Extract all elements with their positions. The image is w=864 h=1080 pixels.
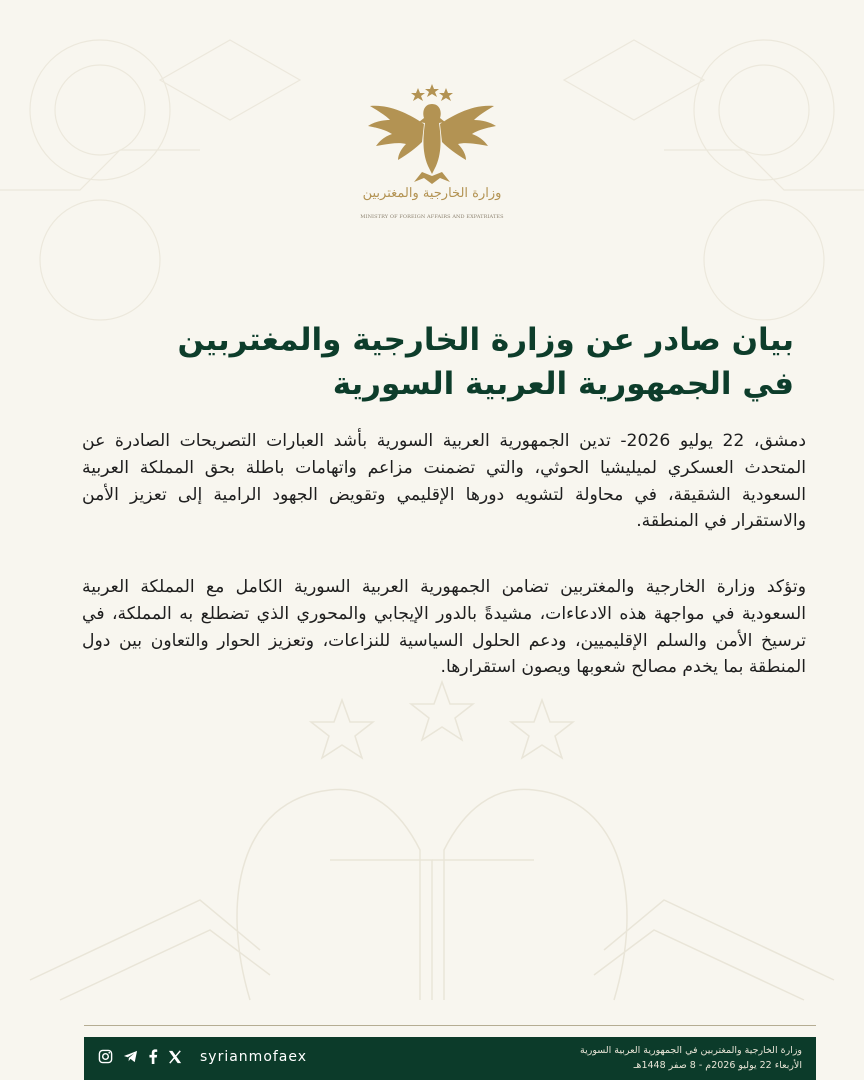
footer-divider bbox=[84, 1025, 816, 1026]
x-icon[interactable] bbox=[168, 1050, 182, 1064]
facebook-icon[interactable] bbox=[148, 1049, 158, 1064]
title-line-2: في الجمهورية العربية السورية bbox=[332, 366, 794, 402]
statement-paragraph-1: دمشق، 22 يوليو 2026- تدين الجمهورية العربية السورية بأشد العبارات التصريحات الصادرة عن المتحدث العسكري لميليشيا الحوثي، والتي تضمنت مزاعم واتهامات باطلة بحق المملكة العربية السعودية الشقيقة، في محاولة لتشويه دورها الإقليمي وتقويض الجهود الرامية إلى تعزيز الأمن والاستقرار في المنطقة. bbox=[82, 431, 806, 532]
social-links bbox=[98, 1049, 192, 1064]
instagram-icon[interactable] bbox=[98, 1049, 113, 1064]
footer-info bbox=[542, 1043, 802, 1073]
footer-bar bbox=[84, 1037, 816, 1080]
telegram-icon[interactable] bbox=[123, 1049, 138, 1064]
footer-date-line: الأربعاء 22 يوليو 2026م - 8 صفر 1448هـ bbox=[633, 1060, 802, 1071]
footer-ministry-line: وزارة الخارجية والمغتربين في الجمهورية العربية السورية bbox=[580, 1045, 802, 1056]
ministry-english-logotype: MINISTRY OF FOREIGN AFFAIRS AND EXPATRIATES bbox=[360, 214, 504, 220]
title-line-1: بيان صادر عن وزارة الخارجية والمغتربين bbox=[177, 322, 794, 358]
eagle-emblem-icon bbox=[362, 82, 502, 184]
statement-title bbox=[60, 318, 794, 406]
ministry-arabic-logotype: وزارة الخارجية والمغتربين bbox=[362, 186, 502, 201]
ministry-logo bbox=[352, 82, 512, 232]
social-handle[interactable]: syrianmofaex bbox=[200, 1049, 308, 1065]
statement-paragraph-2: وتؤكد وزارة الخارجية والمغتربين تضامن الجمهورية العربية السورية الكامل مع المملكة العربية السعودية في مواجهة هذه الادعاءات، مشيدةً بالدور الإيجابي والمحوري الذي تضطلع به المملكة، في ترسيخ الأمن والسلم الإقليميين، ودعم الحلول السياسية للنزاعات، وتعزيز الحوار والتعاون بين دول المنطقة بما يخدم مصالح شعوبها ويصون استقرارها. bbox=[82, 577, 806, 678]
